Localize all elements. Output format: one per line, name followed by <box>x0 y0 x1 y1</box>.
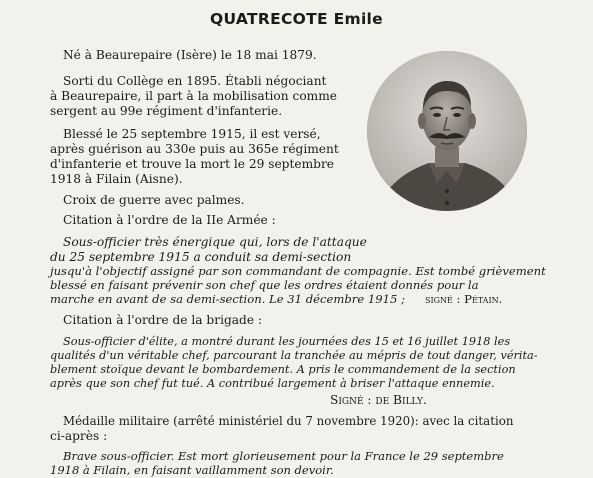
medaille-line-2: ci-après : <box>50 429 108 443</box>
citation-1-line-3: jusqu'à l'objectif assigné par son commandant de compagnie. Est tombé grièvement <box>50 264 546 278</box>
citation-3-line-1: Brave sous-officier. Est mort glorieusement pour la France le 29 septembre <box>63 449 504 463</box>
citation-2-heading: Citation à l'ordre de la brigade : <box>63 313 263 327</box>
medaille-line-1: Médaille militaire (arrêté ministériel du 7 novembre 1920): avec la citation <box>63 414 514 428</box>
wound-line-4: 1918 à Filain (Aisne). <box>50 172 183 186</box>
wound-line-1: Blessé le 25 septembre 1915, il est versé, <box>63 127 321 141</box>
croix-de-guerre: Croix de guerre avec palmes. <box>63 193 245 207</box>
citation-2-line-3: blement stoïque devant le bombardement. A pris le commandement de la section <box>50 363 516 376</box>
citation-1-line-5: marche en avant de sa demi-section. Le 31 décembre 1915 ; <box>50 292 405 306</box>
wound-line-3: d'infanterie et trouve la mort le 29 septembre <box>50 157 334 171</box>
citation-1-heading: Citation à l'ordre de la IIe Armée : <box>63 213 276 227</box>
citation-1-line-1: Sous-officier très énergique qui, lors de l'attaque <box>63 235 367 249</box>
citation-3-line-2: 1918 à Filain, en faisant vaillamment son devoir. <box>50 463 334 477</box>
portrait-photo <box>367 51 527 211</box>
citation-2-signature: Signé : de Billy. <box>330 393 427 407</box>
citation-2-line-2: qualités d'un véritable chef, parcourant la tranchée au mépris de tout danger, vérita- <box>50 349 538 362</box>
citation-2-line-1: Sous-officier d'élite, a montré durant les journées des 15 et 16 juillet 1918 les <box>63 335 511 348</box>
career-line-1: Sorti du Collège en 1895. Établi négociant <box>63 74 327 88</box>
portrait-illustration <box>367 51 527 211</box>
career-line-2: à Beaurepaire, il part à la mobilisation comme <box>50 89 337 103</box>
page-title: QUATRECOTE Emile <box>210 10 383 28</box>
citation-2-line-4: après que son chef fut tué. A contribué largement à briser l'attaque ennemie. <box>50 377 495 390</box>
citation-1-line-4: blessé en faisant prévenir son chef que les ordres étaient donnés pour la <box>50 278 479 292</box>
birth-paragraph: Né à Beaurepaire (Isère) le 18 mai 1879. <box>63 48 317 62</box>
citation-1-line-2: du 25 septembre 1915 a conduit sa demi-section <box>50 250 352 264</box>
citation-1-signature: signé : Pétain. <box>425 292 503 306</box>
career-line-3: sergent au 99e régiment d'infanterie. <box>50 104 283 118</box>
wound-line-2: après guérison au 330e puis au 365e régiment <box>50 142 339 156</box>
